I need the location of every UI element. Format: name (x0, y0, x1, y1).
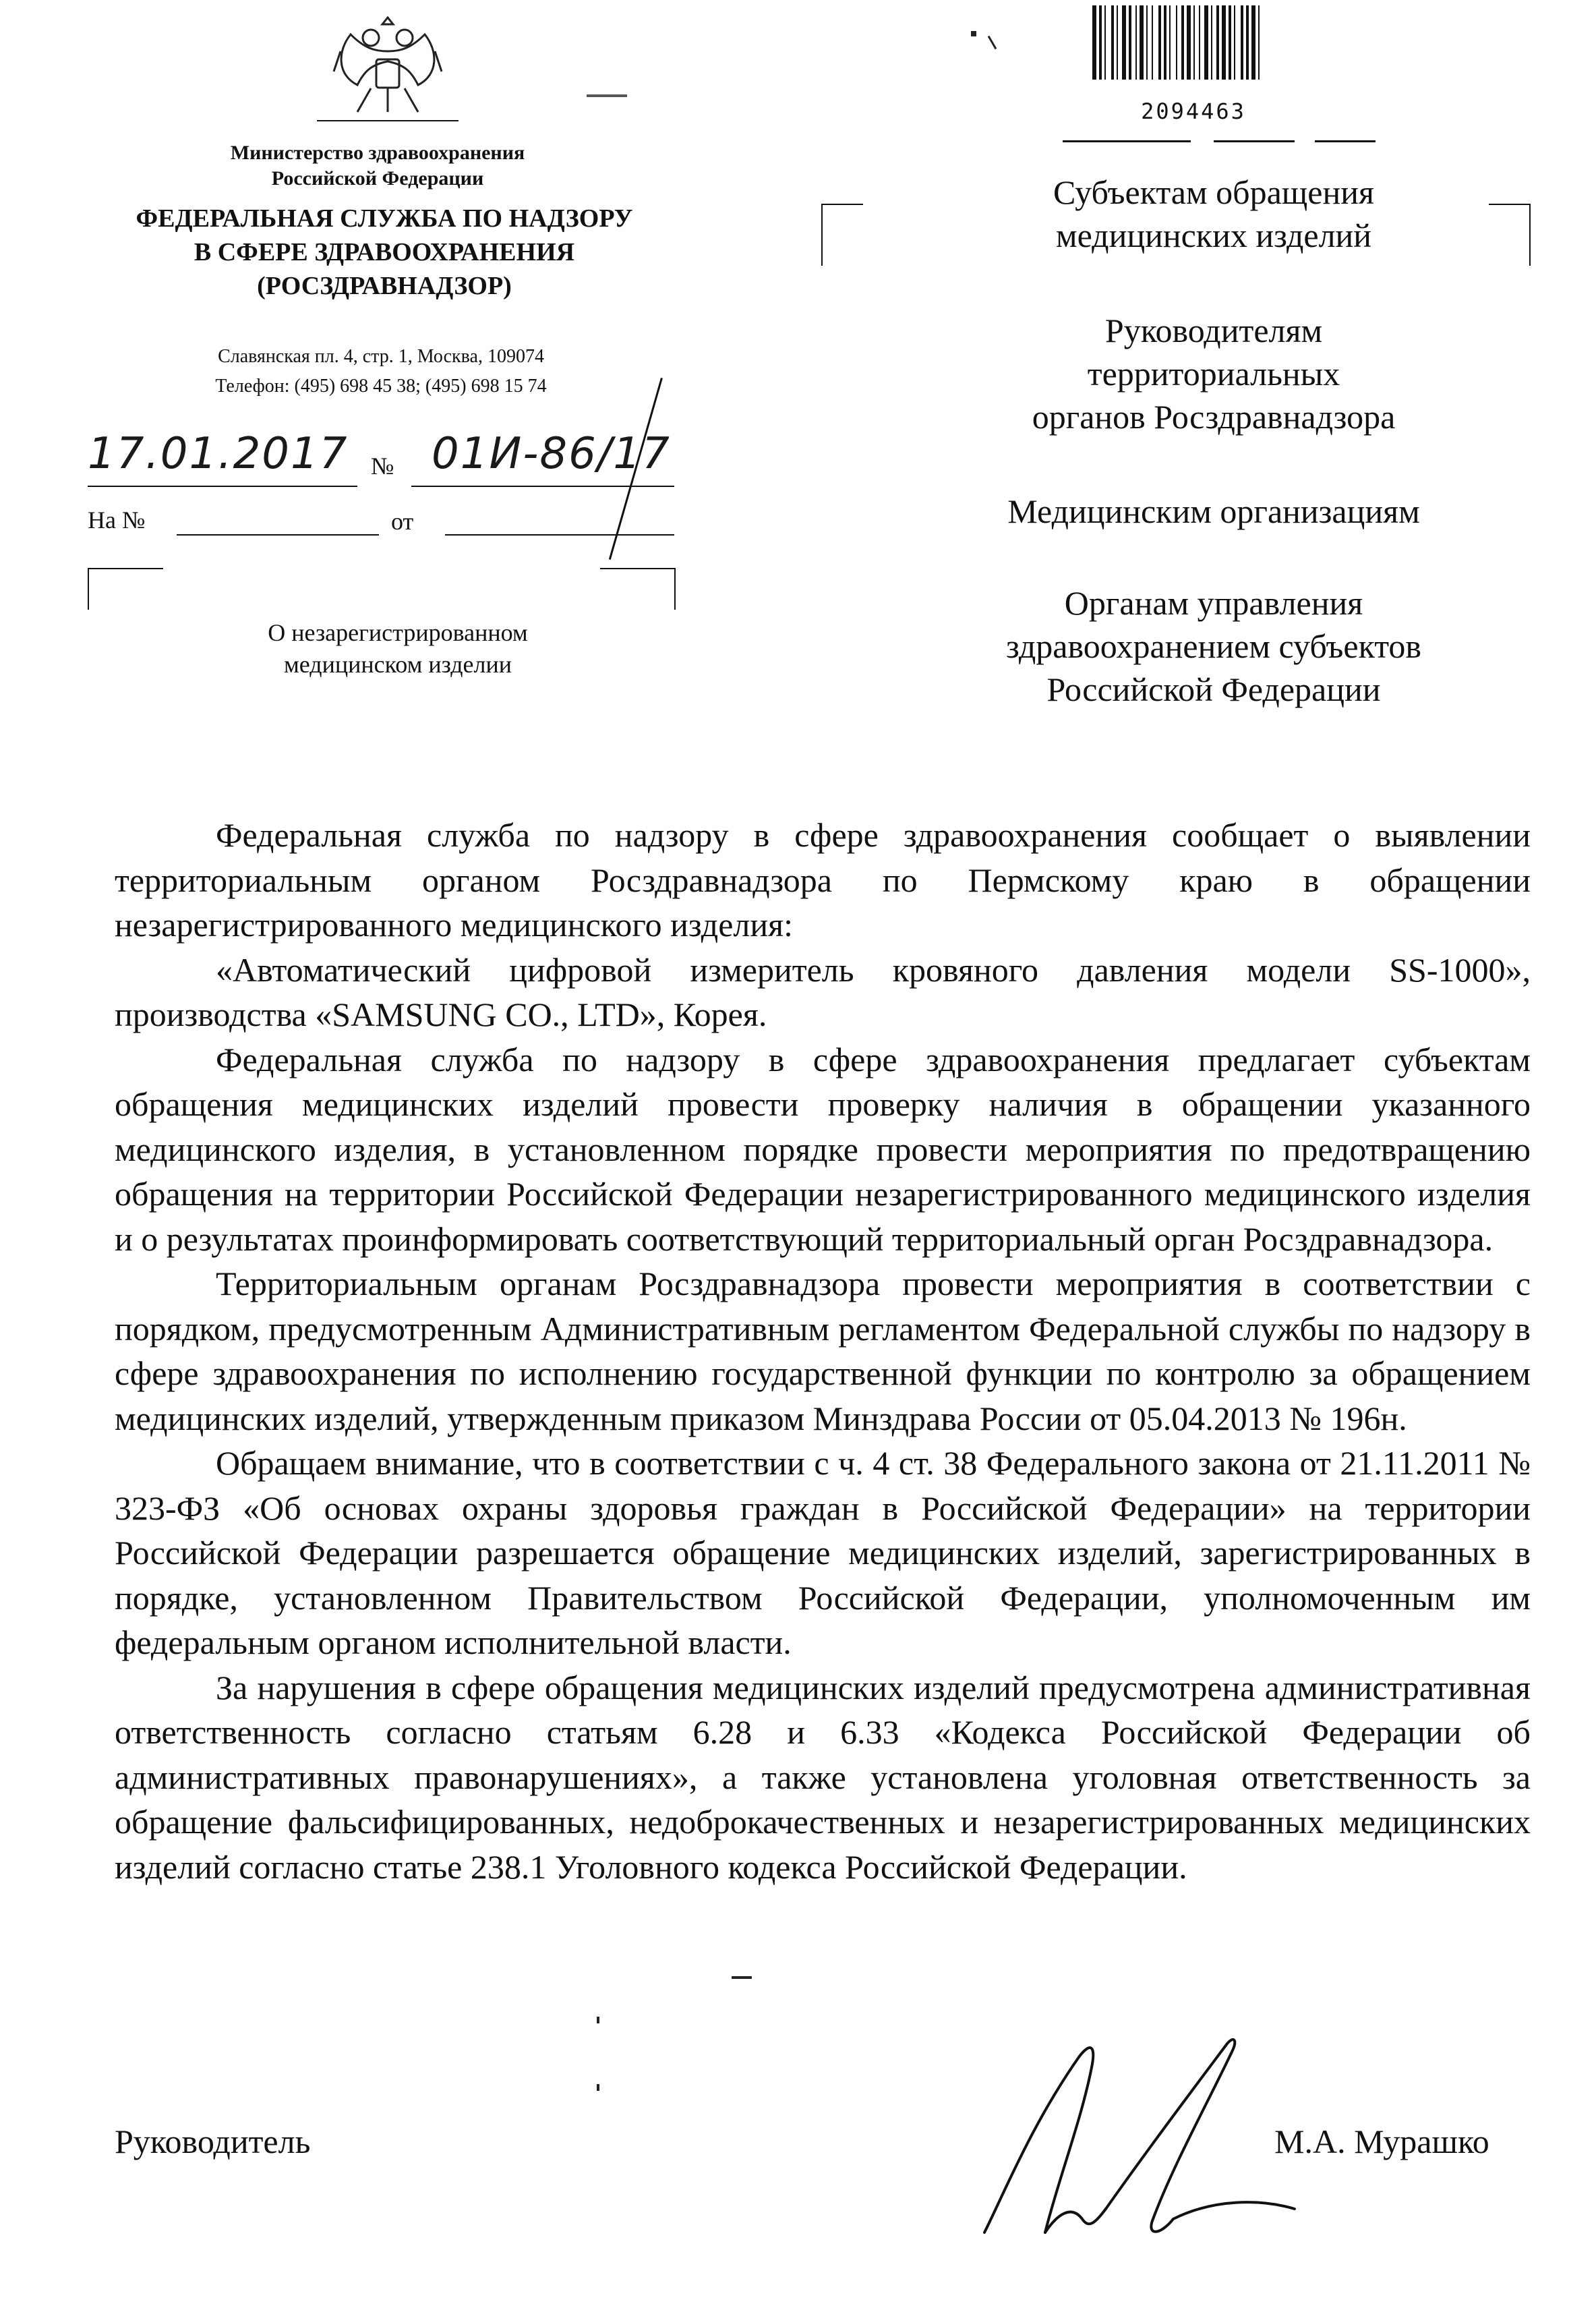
addressee-2-line2: территориальных (1087, 355, 1340, 393)
service-name-line1: ФЕДЕРАЛЬНАЯ СЛУЖБА ПО НАДЗОРУ (136, 204, 633, 233)
addressee-4-line1: Органам управления (1064, 584, 1363, 622)
letter-body (115, 813, 1531, 1889)
addressee-1-line1: Субъектам обращения (1053, 173, 1374, 211)
subject-line1: О незарегистрированном (268, 619, 528, 646)
barcode-icon (1090, 5, 1285, 80)
addressee-2-line1: Руководителям (1104, 312, 1323, 349)
addressee-2-line3: органов Росздравнадзора (1032, 398, 1396, 436)
document-date: 17.01.2017 (88, 429, 349, 479)
addressee-4-line2: здравоохранением субъектов (1005, 627, 1422, 665)
reference-from-label: от (391, 508, 414, 535)
coat-of-arms-icon (324, 11, 452, 119)
signer-position: Руководитель (115, 2123, 311, 2160)
body-paragraph-1: Федеральная служба по надзору в сфере здравоохранения сообщает о выявлении территориальным органом Росздравнадзора по Пермскому краю в обращении незарегистрированного медицинского изделия: (115, 816, 1531, 944)
body-paragraph-5: Обращаем внимание, что в соответствии с ч. 4 ст. 38 Федерального закона от 21.11.2011 № 323-ФЗ «Об основах охраны здоровья граждан в Российской Федерации» на территории Российской Федерации разрешается обращение медицинских изделий, зарегистрированных в порядке, установленном Правительством Российской Федерации, уполномоченным им федеральным органом исполнительной власти. (115, 1444, 1531, 1661)
number-label: № (371, 453, 394, 480)
barcode-number: 2094463 (1141, 98, 1246, 124)
body-paragraph-3: Федеральная служба по надзору в сфере здравоохранения предлагает субъектам обращения медицинских изделий провести проверку наличия в обращении указанного медицинского изделия, в установленном порядке провести мероприятия по предотвращению обращения на территории Российской Федерации незарегистрированного медицинского изделия и о результатах проинформировать соответствующий территориальный орган Росздравнадзора. (115, 1040, 1531, 1258)
body-paragraph-2: «Автоматический цифровой измеритель кровяного давления модели SS-1000», производства «SAMSUNG CO., LTD», Корея. (115, 950, 1531, 1033)
ministry-name-line2: Российской Федерации (271, 167, 484, 190)
organization-phone: Телефон: (495) 698 45 38; (495) 698 15 74 (215, 376, 547, 397)
signer-name: М.А. Мурашко (1274, 2123, 1489, 2160)
addressee-1 (904, 171, 1524, 257)
addressee-2 (904, 309, 1524, 438)
organization-address: Славянская пл. 4, стр. 1, Москва, 109074 (218, 346, 544, 367)
addressee-1-line2: медицинских изделий (1055, 217, 1372, 254)
addressee-3-line1: Медицинским организациям (1007, 492, 1420, 530)
addressee-3 (904, 490, 1524, 533)
service-name-line2: В СФЕРЕ ЗДРАВООХРАНЕНИЯ (194, 238, 575, 266)
subject-line2: медицинском изделии (283, 651, 512, 678)
addressee-4 (904, 581, 1524, 711)
document-number: 01И-86/17 (432, 429, 671, 479)
ministry-name-line1: Министерство здравоохранения (230, 142, 525, 164)
addressee-4-line3: Российской Федерации (1046, 670, 1381, 708)
body-paragraph-4: Территориальным органам Росздравнадзора провести мероприятия в соответствии с порядком, предусмотренным Административным регламентом Федеральной службы по надзору в сфере здравоохранения по исполнению государственной функции по контролю за обращением медицинских изделий, утвержденным приказом Минздрава России от 05.04.2013 № 196н. (115, 1265, 1531, 1437)
reference-number-label: На № (88, 507, 146, 534)
handwritten-signature-icon (944, 1976, 1322, 2273)
body-paragraph-6: За нарушения в сфере обращения медицинских изделий предусмотрена административная ответственность согласно статьям 6.28 и 6.33 «Кодекса Российской Федерации об административных правонарушениях», а также установлена уголовная ответственность за обращение фальсифицированных, недоброкачественных и незарегистрированных медицинских изделий согласно статье 238.1 Уголовного кодекса Российской Федерации. (115, 1668, 1531, 1886)
service-name-line3: (РОСЗДРАВНАДЗОР) (257, 272, 512, 300)
